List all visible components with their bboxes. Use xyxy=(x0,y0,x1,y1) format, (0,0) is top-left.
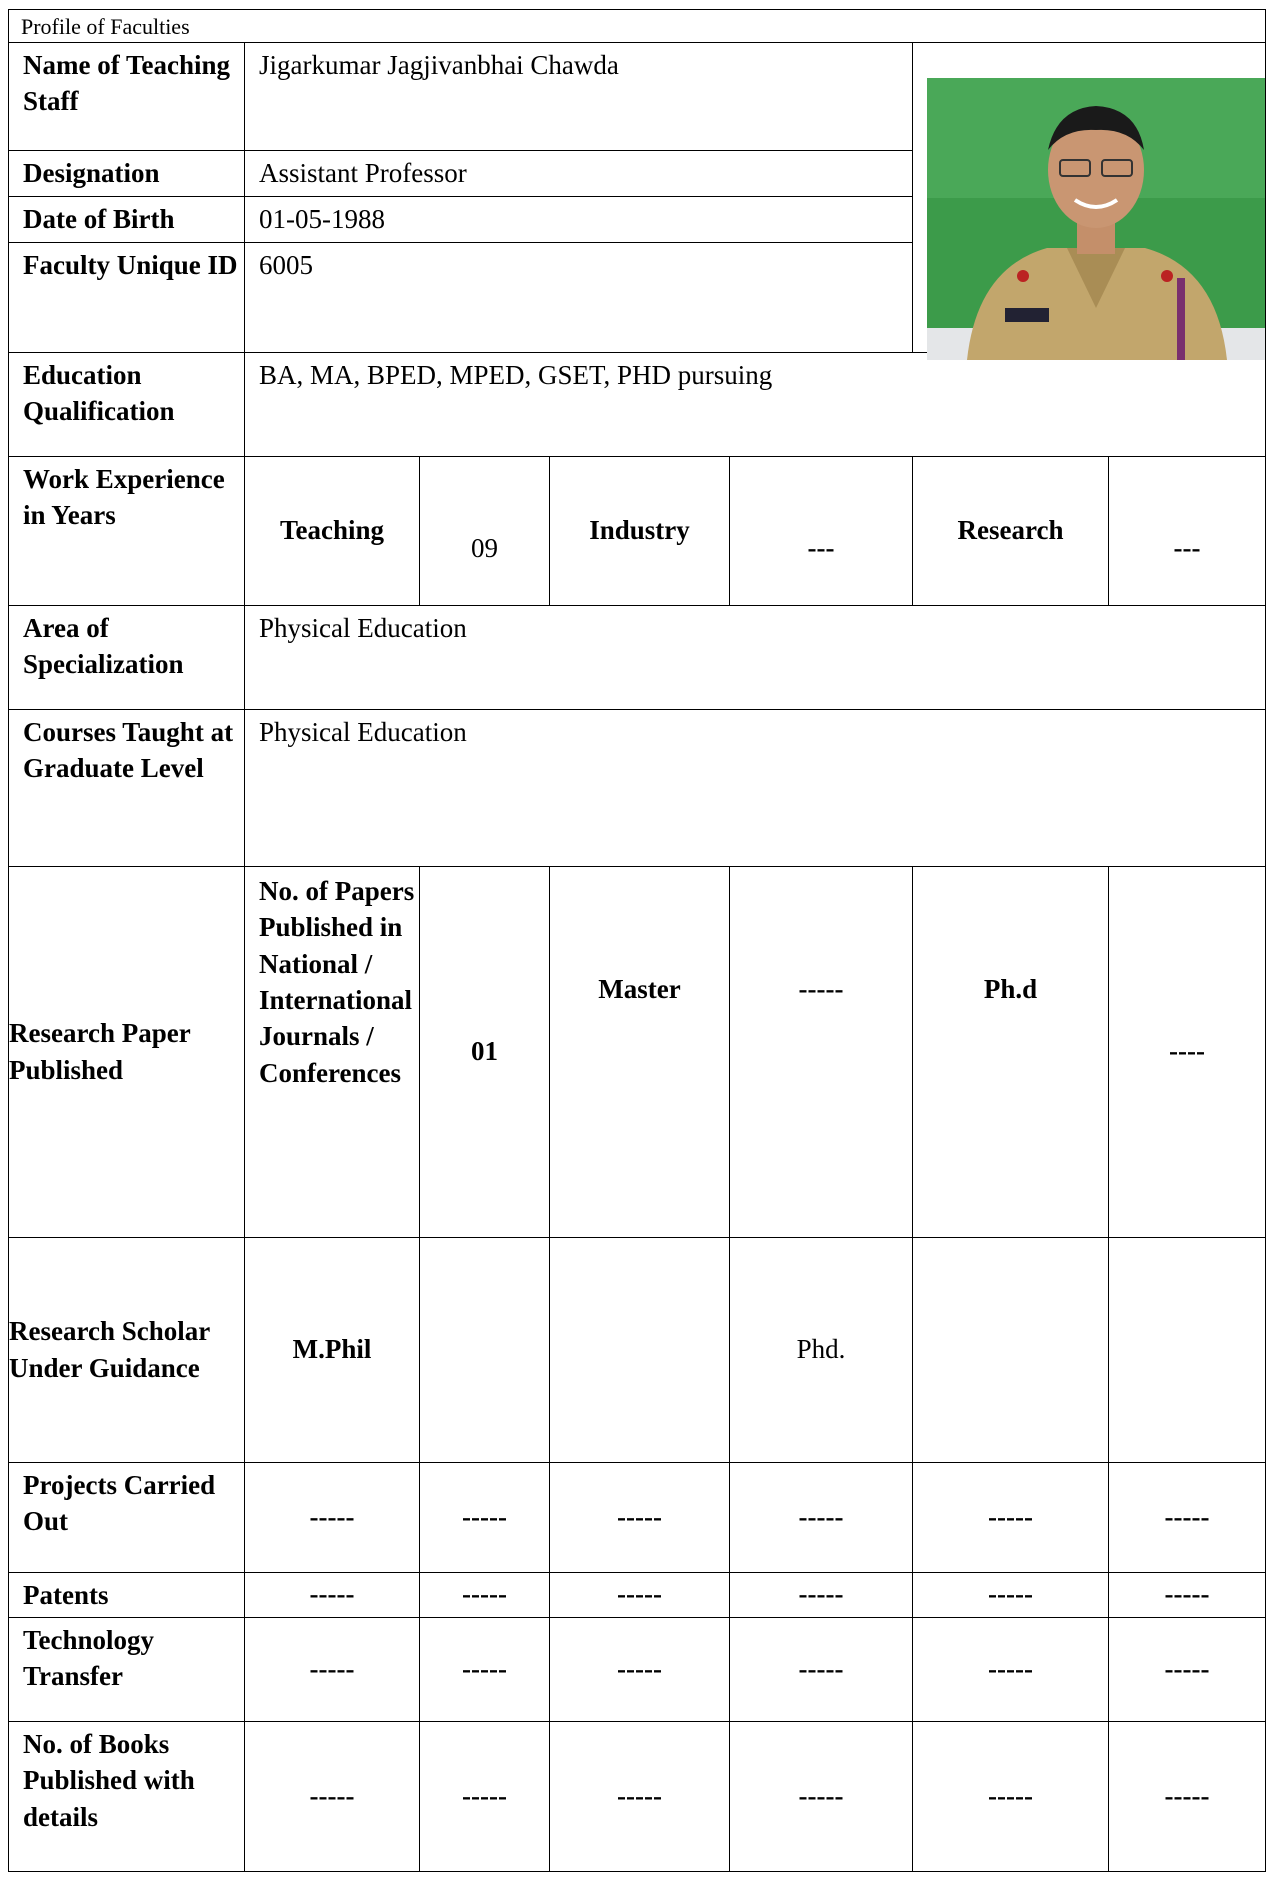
projects-cell: ----- xyxy=(913,1462,1109,1572)
books-cell: ----- xyxy=(913,1721,1109,1871)
books-cell: ----- xyxy=(245,1721,420,1871)
patents-cell: ----- xyxy=(1109,1572,1266,1617)
patents-cell: ----- xyxy=(730,1572,913,1617)
page-title: Profile of Faculties xyxy=(9,10,1266,43)
photo-cell xyxy=(913,42,1266,352)
education-value: BA, MA, BPED, MPED, GSET, PHD pursuing xyxy=(245,352,1266,456)
research-label: Research xyxy=(913,456,1109,605)
teaching-label: Teaching xyxy=(245,456,420,605)
faculty-profile-table xyxy=(8,9,1266,1872)
scholars-empty-cell xyxy=(1109,1237,1266,1462)
master-value: ----- xyxy=(730,866,913,1237)
name-value: Jigarkumar Jagjivanbhai Chawda xyxy=(245,42,913,150)
tech-transfer-cell: ----- xyxy=(1109,1617,1266,1721)
dob-label: Date of Birth xyxy=(9,196,245,242)
books-cell: ----- xyxy=(1109,1721,1266,1871)
specialization-value: Physical Education xyxy=(245,605,1266,709)
books-cell: ----- xyxy=(730,1721,913,1871)
books-cell: ----- xyxy=(550,1721,730,1871)
projects-cell: ----- xyxy=(730,1462,913,1572)
industry-label: Industry xyxy=(550,456,730,605)
tech-transfer-cell: ----- xyxy=(420,1617,550,1721)
scholars-empty-cell xyxy=(550,1237,730,1462)
designation-label: Designation xyxy=(9,150,245,196)
dob-value: 01-05-1988 xyxy=(245,196,913,242)
industry-value: --- xyxy=(730,456,913,605)
books-cell: ----- xyxy=(420,1721,550,1871)
patents-cell: ----- xyxy=(913,1572,1109,1617)
papers-count-value: 01 xyxy=(420,866,550,1237)
tech-transfer-label: Technology Transfer xyxy=(9,1617,245,1721)
teaching-value: 09 xyxy=(420,456,550,605)
mphil-label: M.Phil xyxy=(245,1237,420,1462)
courses-value: Physical Education xyxy=(245,709,1266,866)
tech-transfer-cell: ----- xyxy=(730,1617,913,1721)
scholars-phd-value xyxy=(913,1237,1109,1462)
tech-transfer-cell: ----- xyxy=(550,1617,730,1721)
projects-cell: ----- xyxy=(420,1462,550,1572)
papers-count-label: No. of Papers Published in National / International Journals / Conferences xyxy=(245,866,420,1237)
papers-label: Research Paper Published xyxy=(9,866,245,1237)
faculty-photo xyxy=(927,78,1265,360)
projects-cell: ----- xyxy=(1109,1462,1266,1572)
books-label: No. of Books Published with details xyxy=(9,1721,245,1871)
phd-label: Ph.d xyxy=(913,866,1109,1237)
specialization-label: Area of Specialization xyxy=(9,605,245,709)
education-label: Education Qualification xyxy=(9,352,245,456)
tech-transfer-cell: ----- xyxy=(245,1617,420,1721)
work-label: Work Experience in Years xyxy=(9,456,245,605)
master-label: Master xyxy=(550,866,730,1237)
designation-value: Assistant Professor xyxy=(245,150,913,196)
tech-transfer-cell: ----- xyxy=(913,1617,1109,1721)
projects-label: Projects Carried Out xyxy=(9,1462,245,1572)
mphil-value xyxy=(420,1237,550,1462)
projects-cell: ----- xyxy=(550,1462,730,1572)
fuid-label: Faculty Unique ID xyxy=(9,242,245,352)
fuid-value: 6005 xyxy=(245,242,913,352)
scholars-label: Research Scholar Under Guidance xyxy=(9,1237,245,1462)
patents-cell: ----- xyxy=(550,1572,730,1617)
patents-cell: ----- xyxy=(420,1572,550,1617)
phd-value: ---- xyxy=(1109,866,1266,1237)
name-label: Name of Teaching Staff xyxy=(9,42,245,150)
projects-cell: ----- xyxy=(245,1462,420,1572)
patents-label: Patents xyxy=(9,1572,245,1617)
research-value: --- xyxy=(1109,456,1266,605)
scholars-phd-label: Phd. xyxy=(730,1237,913,1462)
patents-cell: ----- xyxy=(245,1572,420,1617)
courses-label: Courses Taught at Graduate Level xyxy=(9,709,245,866)
